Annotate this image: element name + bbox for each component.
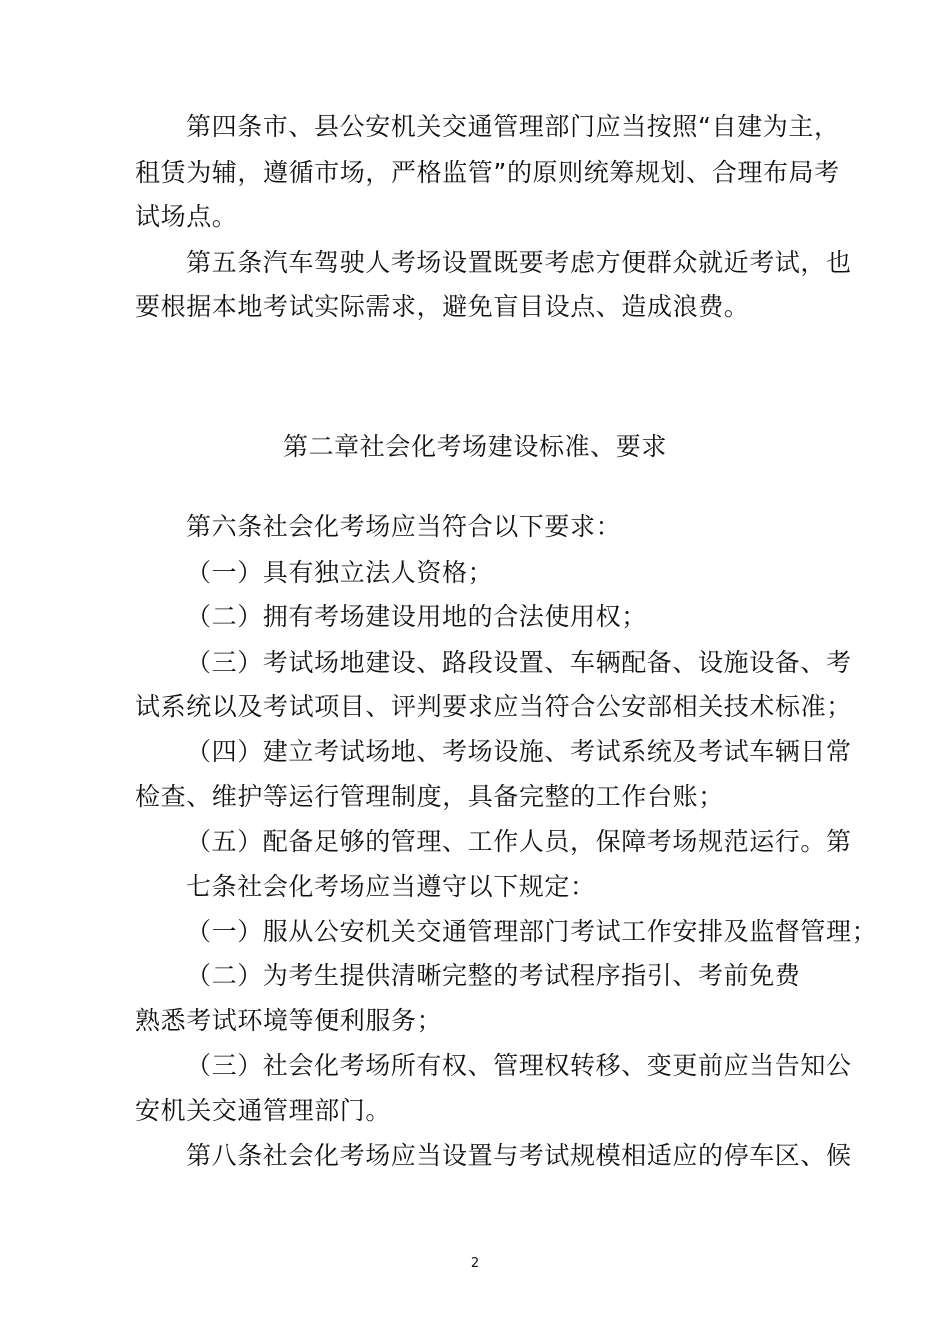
article-6-item-4-line-1: （四）建立考试场地、考场设施、考试系统及考试车辆日常 [186,737,852,766]
article-8-line-1: 第八条社会化考场应当设置与考试规模相适应的停车区、候 [186,1141,852,1170]
page-number: 2 [470,1256,480,1271]
article-4-line-2: 租赁为辅，遵循市场，严格监管”的原则统筹规划、合理布局考 [135,158,840,187]
chapter-heading: 第二章社会化考场建设标准、要求 [282,432,667,461]
article-7-item-2-line-2: 熟悉考试环境等便利服务； [135,1006,443,1035]
article-6-item-4-line-2: 检查、维护等运行管理制度，具备完整的工作台账； [135,782,724,811]
article-7-item-3-line-1: （三）社会化考场所有权、管理权转移、变更前应当告知公 [186,1051,852,1080]
article-6-item-1: （一）具有独立法人资格； [186,558,494,587]
article-6-item-3-line-1: （三）考试场地建设、路段设置、车辆配备、设施设备、考 [186,648,852,677]
article-6-item-3-line-2: 试系统以及考试项目、评判要求应当符合公安部相关技术标准； [135,692,852,721]
article-7-line-1: 七条社会化考场应当遵守以下规定： [186,872,596,901]
article-4-line-3: 试场点。 [135,202,238,231]
article-6-item-5-line: （五）配备足够的管理、工作人员，保障考场规范运行。第 [186,827,852,856]
article-6-line-1: 第六条社会化考场应当符合以下要求： [186,512,622,541]
article-4-line-1: 第四条市、县公安机关交通管理部门应当按照“自建为主， [186,112,840,141]
article-7-item-1: （一）服从公安机关交通管理部门考试工作安排及监督管理； [186,917,878,946]
article-7-item-3-line-2: 安机关交通管理部门。 [135,1096,392,1125]
article-5-line-1: 第五条汽车驾驶人考场设置既要考虑方便群众就近考试，也 [186,248,852,277]
article-5-line-2: 要根据本地考试实际需求，避免盲目设点、造成浪费。 [135,292,750,321]
article-7-item-2-line-1: （二）为考生提供清晰完整的考试程序指引、考前免费 [186,961,801,990]
article-6-item-2: （二）拥有考场建设用地的合法使用权； [186,602,647,631]
